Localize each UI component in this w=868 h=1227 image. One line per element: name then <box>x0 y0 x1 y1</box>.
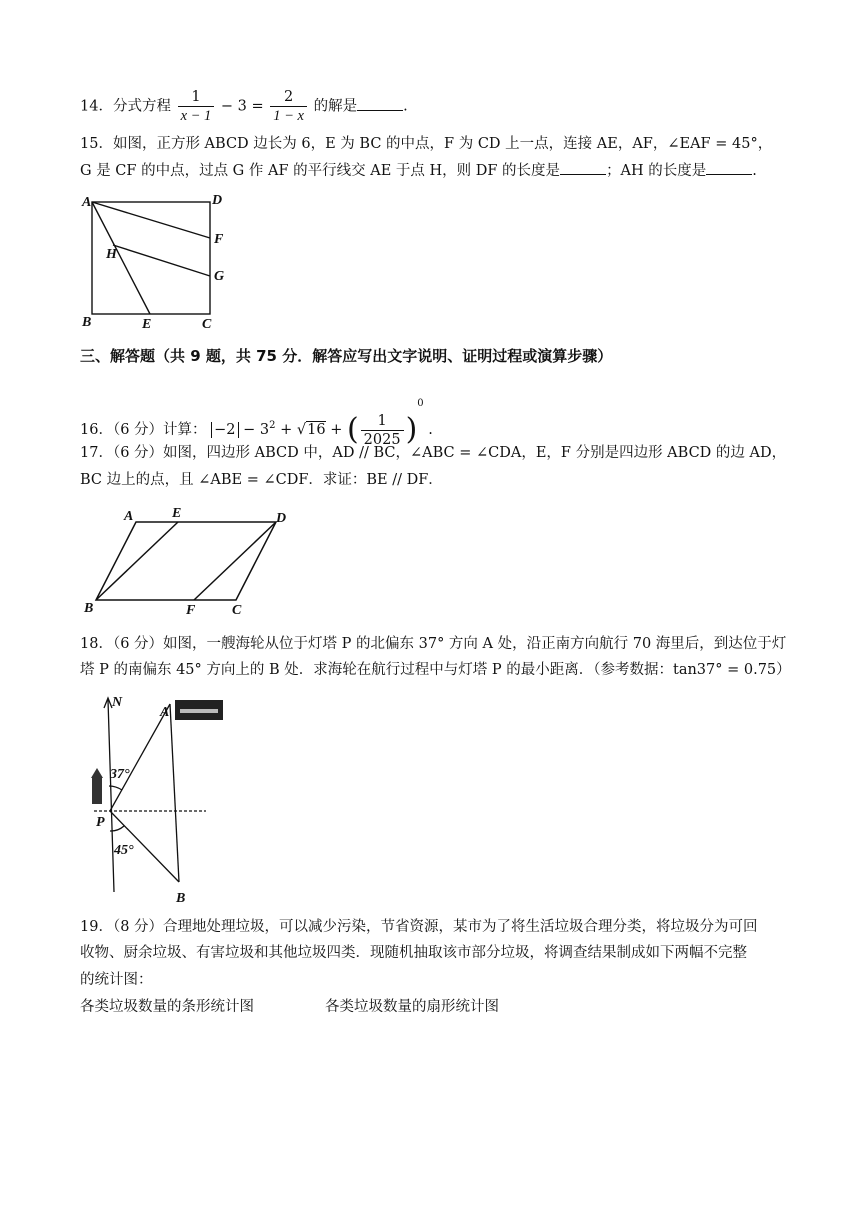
section-heading: 三、解答题（共 9 题，共 75 分．解答应写出文字说明、证明过程或演算步骤） <box>80 347 613 365</box>
answer-blank <box>357 96 403 111</box>
question-16: 16．（6 分）计算： $-2 - 3^2 + √16$ + ( $\frac{1}{2025}$ )$^0$ . <box>80 398 433 448</box>
exponent: 0 <box>417 398 424 409</box>
label-N: N <box>112 695 123 710</box>
label-E: E <box>142 317 152 330</box>
label-B: B <box>84 601 94 616</box>
question-17-line-2: BC 边上的点，且 ∠ABE = ∠CDF．求证：BE // DF． <box>80 472 443 488</box>
label-C: C <box>202 317 212 330</box>
question-18-line-1: 18．（6 分）如图，一艘海轮从位于灯塔 P 的北偏东 37° 方向 A 处，沿正南方向航行 70 海里后，到达位于灯 <box>80 636 787 652</box>
numerator: 2 <box>270 88 307 107</box>
label-D: D <box>212 193 223 208</box>
question-text: 16．（6 分）计算： <box>80 422 207 438</box>
lighthouse-figure <box>80 686 240 906</box>
question-15-line-2 <box>80 160 757 181</box>
label-G: G <box>214 269 225 284</box>
label-F: F <box>214 232 224 247</box>
denominator: 1 − x <box>273 108 304 124</box>
question-19-line-3: 的统计图： <box>80 972 153 988</box>
absolute-value: −2 <box>211 422 238 438</box>
equation-middle: − 3 = <box>220 98 264 115</box>
angle-45: 45° <box>114 843 134 858</box>
period: . <box>752 163 757 179</box>
period: . <box>403 98 408 115</box>
answer-blank <box>560 160 606 175</box>
denominator: x − 1 <box>180 108 212 124</box>
label-C: C <box>232 603 242 618</box>
parallelogram-figure <box>80 500 310 620</box>
operator: + <box>280 422 293 438</box>
label-F: F <box>186 603 196 618</box>
numerator: 1 <box>361 412 404 431</box>
period: . <box>428 422 433 438</box>
question-18-line-2: 塔 P 的南偏东 45° 方向上的 B 处．求海轮在航行过程中与灯塔 P 的最小距离．（参考数据：tan37° = 0.75） <box>80 662 791 678</box>
question-19-line-2: 收物、厨余垃圾、有害垃圾和其他垃圾四类．现随机抽取该市部分垃圾，将调查结果制成如下两幅不完整 <box>80 945 747 961</box>
exponent: 2 <box>269 420 276 432</box>
square-figure <box>80 190 240 330</box>
label-P: P <box>96 815 105 830</box>
question-14 <box>80 88 408 125</box>
question-17-line-1: 17．（6 分）如图，四边形 ABCD 中，AD // BC，∠ABC = ∠CDA，E，F 分别是四边形 ABCD 的边 AD， <box>80 445 787 461</box>
numerator: 1 <box>178 88 215 107</box>
label-A: A <box>124 509 134 524</box>
square-root: 16 <box>307 422 326 438</box>
question-19-line-1: 19．（8 分）合理地处理垃圾，可以减少污染，节省资源，某市为了将生活垃圾合理分类，将垃圾分为可回 <box>80 919 758 935</box>
angle-37: 37° <box>110 767 130 782</box>
label-A: A <box>82 195 92 210</box>
expression-term: − 3 <box>243 422 270 438</box>
question-text: G 是 CF 的中点，过点 G 作 AF 的平行线交 AE 于点 H，则 DF 的长度是 <box>80 163 561 179</box>
answer-blank <box>706 160 752 175</box>
label-D: D <box>276 511 287 526</box>
fraction-2 <box>270 88 307 125</box>
label-E: E <box>172 506 182 521</box>
label-H: H <box>106 247 117 262</box>
question-15-line-1: 15．如图，正方形 ABCD 边长为 6，E 为 BC 的中点，F 为 CD 上一点，连接 AE，AF，∠EAF = 45°， <box>80 136 773 152</box>
pie-chart-title: 各类垃圾数量的扇形统计图 <box>325 999 499 1015</box>
lighthouse-icon <box>91 768 103 804</box>
label-A: A <box>160 705 170 720</box>
operator: + <box>330 422 343 438</box>
bar-chart-title: 各类垃圾数量的条形统计图 <box>80 999 254 1015</box>
denominator: 2025 <box>363 431 401 448</box>
label-B: B <box>176 891 186 906</box>
question-number: 14． <box>80 98 113 115</box>
north-south-axis <box>108 700 114 892</box>
label-B: B <box>82 315 92 330</box>
fraction-1 <box>178 88 215 125</box>
ship-icon <box>175 700 223 720</box>
question-text: 分式方程 <box>112 98 171 115</box>
question-text: 的解是 <box>313 98 358 115</box>
question-text: ；AH 的长度是 <box>606 163 707 179</box>
